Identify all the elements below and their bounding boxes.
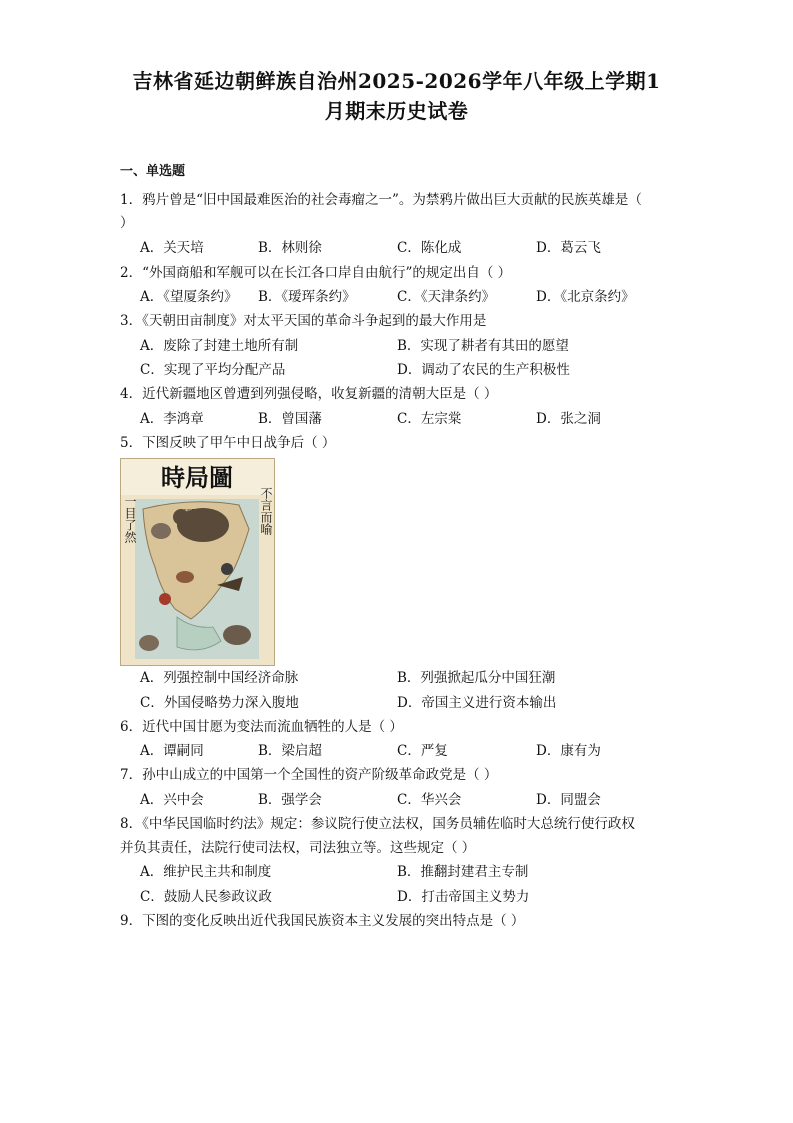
question-1-option-b: B．林则徐 (258, 240, 322, 256)
question-8-option-c: C．鼓励人民参政议政 (140, 889, 272, 905)
question-2-option-b: B．《瑷珲条约》 (258, 289, 356, 305)
situation-cartoon-image (120, 458, 275, 666)
question-1-option-c: C．陈化成 (397, 240, 462, 256)
cartoon-top-title: 時局圖 (161, 463, 233, 492)
question-5-option-c: C．外国侵略势力深入腹地 (140, 695, 299, 711)
question-6-option-c: C．严复 (397, 743, 448, 759)
question-8-option-a: A．维护民主共和制度 (140, 864, 272, 880)
question-8-stem: 8．《中华民国临时约法》规定：参议院行使立法权，国务员辅佐临时大总统行使行政权 (120, 816, 635, 832)
exam-title-line1: 吉林省延边朝鲜族自治州2025-2026学年八年级上学期1 (132, 69, 661, 93)
question-2-option-c: C．《天津条约》 (397, 289, 496, 305)
question-1-stem: 1．鸦片曾是“旧中国最难医治的社会毒瘤之一”。为禁鸦片做出巨大贡献的民族英雄是（ (120, 192, 642, 208)
question-7-option-c: C．华兴会 (397, 792, 462, 808)
question-7-stem: 7．孙中山成立的中国第一个全国性的资产阶级革命政党是（ ） (120, 767, 498, 783)
question-9-stem: 9．下图的变化反映出近代我国民族资本主义发展的突出特点是（ ） (120, 913, 525, 929)
question-3-stem: 3．《天朝田亩制度》对太平天国的革命斗争起到的最大作用是 (120, 313, 487, 329)
question-5-stem: 5．下图反映了甲午中日战争后（ ） (120, 435, 336, 451)
question-2-option-d: D．《北京条约》 (536, 289, 635, 305)
exam-title-line2: 月期末历史试卷 (324, 99, 469, 123)
cartoon-right-text: 不言而喻 (259, 487, 273, 535)
question-6-option-a: A．谭嗣同 (140, 743, 204, 759)
question-3-option-a: A．废除了封建土地所有制 (140, 338, 299, 354)
question-4-option-a: A．李鸿章 (140, 411, 204, 427)
question-4-option-c: C．左宗棠 (397, 411, 462, 427)
question-4-option-d: D．张之洞 (536, 411, 601, 427)
question-5-option-b: B．列强掀起瓜分中国狂潮 (397, 670, 556, 686)
question-5-option-d: D．帝国主义进行资本输出 (397, 695, 557, 711)
question-8-option-d: D．打击帝国主义势力 (397, 889, 530, 905)
question-3-option-c: C．实现了平均分配产品 (140, 362, 286, 378)
question-7-option-d: D．同盟会 (536, 792, 601, 808)
question-8-stem-cont: 并负其责任，法院行使司法权，司法独立等。这些规定（ ） (120, 840, 476, 856)
question-3-option-d: D．调动了农民的生产积极性 (397, 362, 570, 378)
question-4-option-b: B．曾国藩 (258, 411, 322, 427)
question-6-option-b: B．梁启超 (258, 743, 322, 759)
question-6-stem: 6．近代中国甘愿为变法而流血牺牲的人是（ ） (120, 719, 403, 735)
question-6-option-d: D．康有为 (536, 743, 601, 759)
question-7-option-a: A．兴中会 (140, 792, 204, 808)
question-3-option-b: B．实现了耕者有其田的愿望 (397, 338, 569, 354)
question-1-option-d: D．葛云飞 (536, 240, 601, 256)
question-8-option-b: B．推翻封建君主专制 (397, 864, 529, 880)
question-2-stem: 2．“外国商船和军舰可以在长江各口岸自由航行”的规定出自（ ） (120, 265, 512, 281)
cartoon-left-text: 一目了然 (123, 495, 137, 543)
question-5-option-a: A．列强控制中国经济命脉 (140, 670, 299, 686)
question-1-option-a: A．关天培 (140, 240, 204, 256)
question-2-option-a: A．《望厦条约》 (140, 289, 238, 305)
question-1-stem-cont: ） (120, 215, 134, 231)
question-4-stem: 4．近代新疆地区曾遭到列强侵略，收复新疆的清朝大臣是（ ） (120, 386, 498, 402)
section-heading: 一、单选题 (120, 164, 186, 179)
question-7-option-b: B．强学会 (258, 792, 322, 808)
